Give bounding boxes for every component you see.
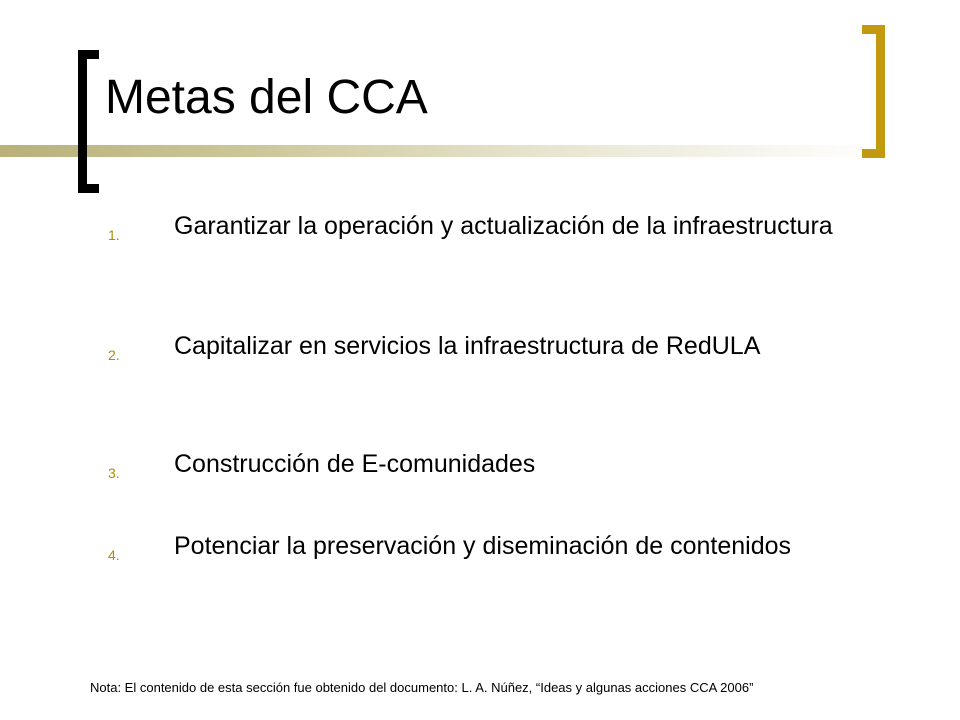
goal-number: 1. — [108, 227, 120, 243]
source-footnote: Nota: El contenido de esta sección fue obtenido del documento: L. A. Núñez, “Ideas y algunas acciones CCA 2006” — [90, 680, 754, 695]
goal-number: 3. — [108, 465, 120, 481]
left-bracket-decoration — [78, 50, 99, 193]
goal-number: 2. — [108, 347, 120, 363]
goal-text: Construcción de E-comunidades — [174, 450, 536, 478]
right-bracket-decoration — [862, 25, 885, 158]
slide-title: Metas del CCA — [105, 71, 428, 124]
title-gradient-band — [0, 145, 880, 157]
goal-text: Garantizar la operación y actualización de la infraestructura — [174, 212, 833, 240]
goal-text: Potenciar la preservación y diseminación de contenidos — [174, 532, 792, 560]
goal-text: Capitalizar en servicios la infraestructura de RedULA — [174, 332, 761, 360]
goal-number: 4. — [108, 547, 120, 563]
